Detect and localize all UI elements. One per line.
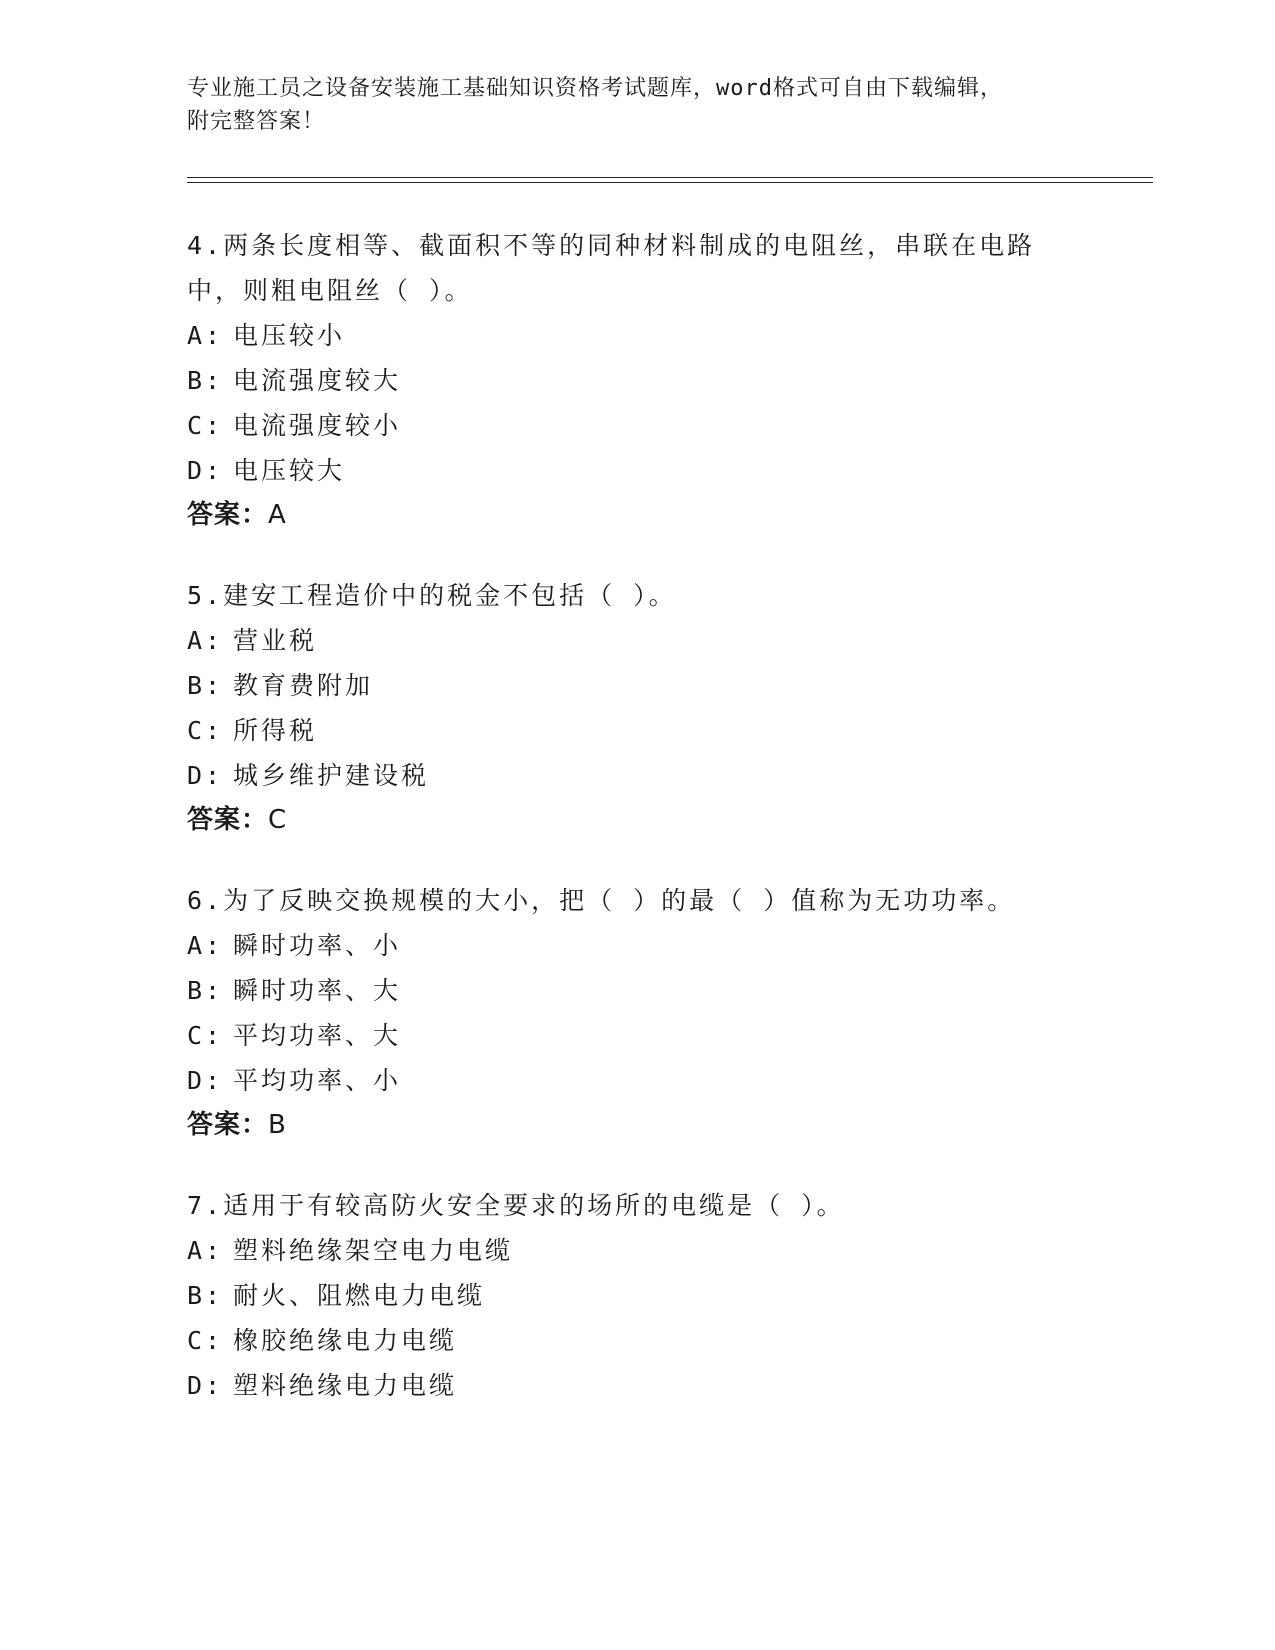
option-d <box>187 753 1087 798</box>
option-text: 教育费附加 <box>233 671 374 700</box>
option-text: 电流强度较大 <box>233 366 402 395</box>
question-stem-line: 6.为了反映交换规模的大小，把（ ）的最（ ）值称为无功功率。 <box>187 886 1016 915</box>
option-letter: C: <box>187 411 224 440</box>
option-text: 塑料绝缘架空电力电缆 <box>233 1236 514 1265</box>
answer-value: C <box>268 805 288 835</box>
answer-label: 答案： <box>187 1110 269 1140</box>
question-stem-line: 4.两条长度相等、截面积不等的同种材料制成的电阻丝，串联在电路 <box>187 231 1036 260</box>
option-c <box>187 1013 1087 1058</box>
option-a <box>187 618 1087 663</box>
answer-line <box>187 798 1087 843</box>
option-letter: D: <box>187 1066 224 1095</box>
option-d <box>187 1058 1087 1103</box>
option-letter: A: <box>187 626 224 655</box>
header-line-1: 专业施工员之设备安装施工基础知识资格考试题库，word格式可自由下载编辑， <box>187 76 1003 101</box>
header-line-2: 附完整答案！ <box>187 109 326 134</box>
answer-value: B <box>268 1110 287 1140</box>
option-text: 电压较小 <box>233 321 346 350</box>
option-letter: D: <box>187 761 224 790</box>
option-text: 瞬时功率、小 <box>233 931 402 960</box>
answer-label: 答案： <box>187 805 269 835</box>
option-text: 平均功率、小 <box>233 1066 402 1095</box>
option-d <box>187 448 1087 493</box>
option-letter: A: <box>187 321 224 350</box>
option-b <box>187 663 1087 708</box>
question-7 <box>187 1183 1087 1408</box>
option-c <box>187 403 1087 448</box>
answer-line <box>187 493 1087 538</box>
option-letter: B: <box>187 1281 224 1310</box>
option-text: 耐火、阻燃电力电缆 <box>233 1281 486 1310</box>
option-letter: B: <box>187 976 224 1005</box>
option-text: 城乡维护建设税 <box>233 761 430 790</box>
option-letter: C: <box>187 716 224 745</box>
header-divider-bottom <box>187 182 1153 183</box>
answer-value: A <box>268 500 287 530</box>
option-b <box>187 1273 1087 1318</box>
answer-line <box>187 1103 1087 1148</box>
option-b <box>187 968 1087 1013</box>
option-letter: D: <box>187 456 224 485</box>
answer-label: 答案： <box>187 500 269 530</box>
option-text: 橡胶绝缘电力电缆 <box>233 1326 458 1355</box>
question-6 <box>187 878 1087 1148</box>
option-text: 平均功率、大 <box>233 1021 402 1050</box>
option-letter: C: <box>187 1021 224 1050</box>
question-4 <box>187 223 1087 538</box>
option-c <box>187 708 1087 753</box>
option-d <box>187 1363 1087 1408</box>
header-divider-top <box>187 177 1153 178</box>
option-text: 所得税 <box>233 716 318 745</box>
question-5 <box>187 573 1087 843</box>
option-letter: A: <box>187 1236 224 1265</box>
option-text: 瞬时功率、大 <box>233 976 402 1005</box>
option-a <box>187 1228 1087 1273</box>
option-letter: B: <box>187 366 224 395</box>
document-header <box>187 72 1087 138</box>
option-letter: D: <box>187 1371 224 1400</box>
question-stem-line: 7.适用于有较高防火安全要求的场所的电缆是（ ）。 <box>187 1191 845 1220</box>
question-stem-line: 5.建安工程造价中的税金不包括（ ）。 <box>187 581 677 610</box>
option-c <box>187 1318 1087 1363</box>
option-b <box>187 358 1087 403</box>
option-text: 塑料绝缘电力电缆 <box>233 1371 458 1400</box>
option-letter: B: <box>187 671 224 700</box>
option-text: 电压较大 <box>233 456 346 485</box>
option-letter: C: <box>187 1326 224 1355</box>
option-a <box>187 313 1087 358</box>
option-text: 营业税 <box>233 626 318 655</box>
option-text: 电流强度较小 <box>233 411 402 440</box>
option-a <box>187 923 1087 968</box>
option-letter: A: <box>187 931 224 960</box>
question-stem-line: 中，则粗电阻丝（ ）。 <box>187 276 473 305</box>
